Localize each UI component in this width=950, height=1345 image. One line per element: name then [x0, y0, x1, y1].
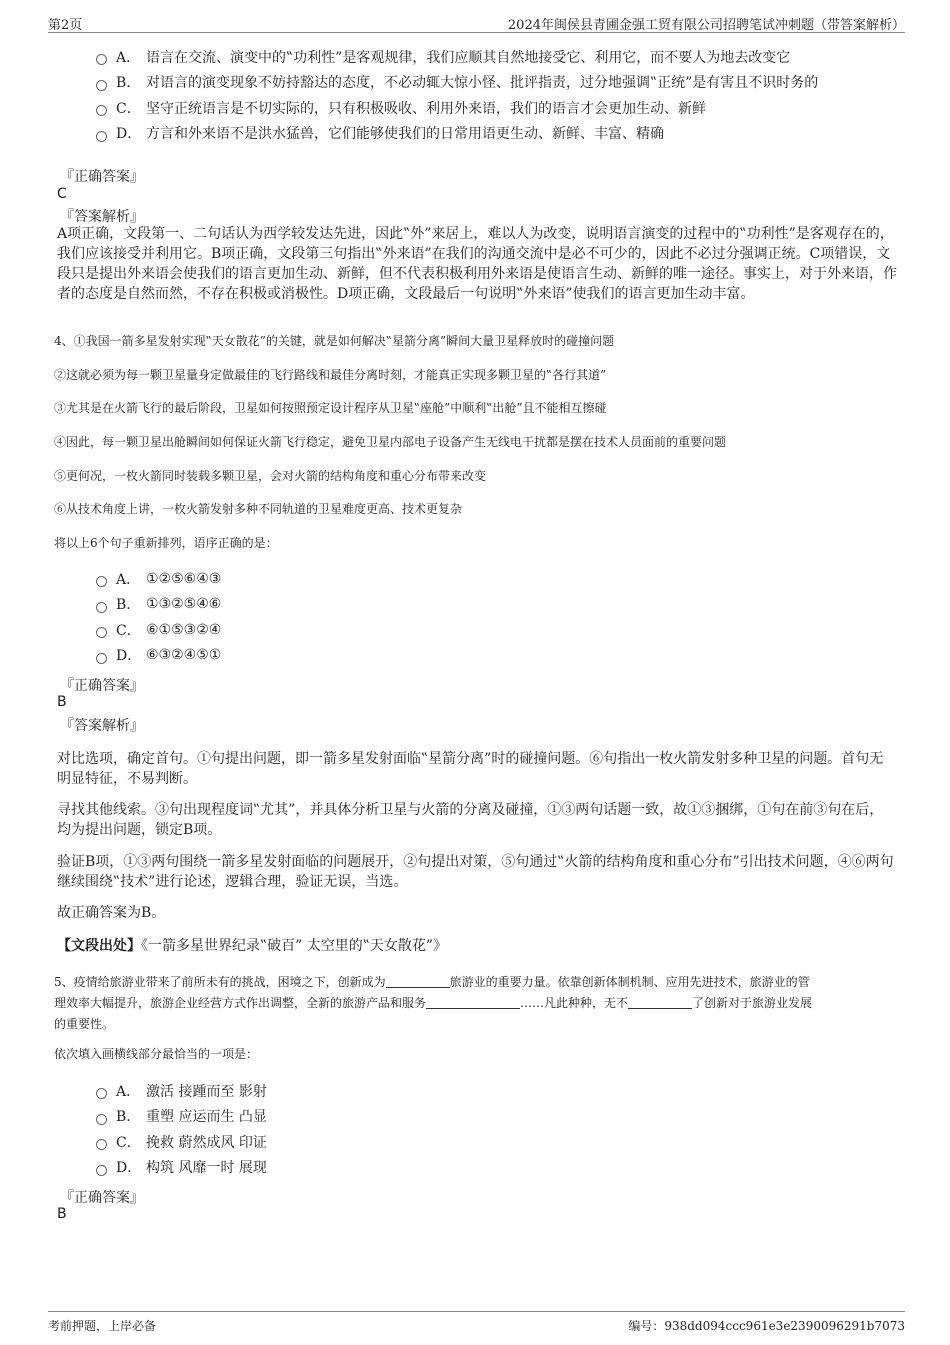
blank-1 — [386, 973, 450, 988]
source-title: 《一箭多星世界纪录‟破百” 太空里的‟天女散花”》 — [141, 938, 448, 954]
q3-answer: C — [57, 186, 67, 202]
page-footer — [48, 1311, 905, 1336]
blank-3 — [628, 994, 692, 1009]
q4-option-d[interactable]: D． ⑥③②④⑤① — [96, 643, 896, 669]
radio-icon[interactable] — [96, 54, 107, 65]
q5-stem: 5、疫情给旅游业带来了前所未有的挑战，困境之下，创新成为 旅游业的重要力量。依靠创新体制机制、应用先进技术，旅游业的管 理效率大幅提升，旅游企业经营方式作出调整，全新的旅游产品和服务 ……凡此种种，无不 了创新对于旅游业发展 的重要性。 — [54, 975, 813, 1031]
radio-icon[interactable] — [96, 80, 107, 91]
radio-icon[interactable] — [96, 131, 107, 142]
q4-sentence-6: ⑥从技术角度上讲，一枚火箭发射多种不同轨道的卫星难度更高、技术更复杂 — [54, 502, 463, 516]
q4-answer: B — [57, 694, 67, 710]
radio-icon[interactable] — [96, 602, 107, 613]
q3-option-a[interactable]: A． 语言在交流、演变中的‟功利性”是客观规律，我们应顺其自然地接受它、利用它，而不要人为地去改变它 — [96, 44, 896, 70]
blank-2 — [426, 994, 520, 1009]
radio-icon[interactable] — [96, 1165, 107, 1176]
q3-option-c[interactable]: C． 坚守正统语言是不切实际的，只有积极吸收、利用外来语，我们的语言才会更加生动、新鲜 — [96, 95, 896, 121]
q4-sentence-5: ⑤更何况，一枚火箭同时装载多颗卫星，会对火箭的结构角度和重心分布带来改变 — [54, 469, 487, 483]
q5-answer-label: 『正确答案』 — [60, 1190, 144, 1206]
source-label: 【文段出处】 — [57, 938, 141, 954]
q4-sentence-1: 4、①我国一箭多星发射实现‟天女散花”的关键，就是如何解决‟星箭分离”瞬间大量卫星释放时的碰撞问题 — [54, 334, 615, 348]
q3-options — [96, 44, 896, 146]
q3-option-d[interactable]: D． 方言和外来语不是洪水猛兽，它们能够使我们的日常用语更生动、新鲜、丰富、精确 — [96, 121, 896, 147]
q4-prompt: 将以上6个句子重新排列，语序正确的是： — [54, 536, 278, 550]
q4-analysis-3: 验证B项，①③两句围绕一箭多星发射面临的问题展开，②句提出对策，⑤句通过‟火箭的结构角度和重心分布”引出技术问题，④⑥两句继续围绕‟技术”进行论述，逻辑合理，验证无误，当选。 — [57, 854, 894, 890]
q4-option-c[interactable]: C． ⑥①⑤③②④ — [96, 617, 896, 643]
q4-option-b[interactable]: B． ①③②⑤④⑥ — [96, 592, 896, 618]
radio-icon[interactable] — [96, 576, 107, 587]
radio-icon[interactable] — [96, 1114, 107, 1125]
q4-answer-label: 『正确答案』 — [60, 678, 144, 694]
radio-icon[interactable] — [96, 627, 107, 638]
q3-answer-label: 『正确答案』 — [60, 169, 144, 185]
q4-sentence-4: ④因此，每一颗卫星出舱瞬间如何保证火箭飞行稳定，避免卫星内部电子设备产生无线电干扰都是摆在技术人员面前的重要问题 — [54, 435, 727, 449]
q5-options — [96, 1078, 896, 1180]
q4-analysis-2: 寻找其他线索。③句出现程度词‟尤其”，并具体分析卫星与火箭的分离及碰撞，①③两句话题一致，故①③捆绑，①句在前③句在后，均为提出问题，锁定B项。 — [57, 802, 884, 838]
q4-options — [96, 566, 896, 668]
radio-icon[interactable] — [96, 653, 107, 664]
q4-analysis-4: 故正确答案为B。 — [57, 905, 166, 921]
page-header — [48, 12, 905, 33]
document-code: 编号：938dd094ccc961e3e2390096291b7073 — [628, 1319, 905, 1333]
q5-option-b[interactable]: B． 重塑 应运而生 凸显 — [96, 1104, 896, 1130]
page-number: 第2页 — [48, 18, 83, 33]
document-title: 2024年闽侯县青圃金强工贸有限公司招聘笔试冲刺题（带答案解析） — [507, 18, 905, 33]
q4-sentence-2: ②这就必须为每一颗卫星量身定做最佳的飞行路线和最佳分离时刻，才能真正实现多颗卫星的‟各行其道” — [54, 368, 607, 382]
q4-sentence-3: ③尤其是在火箭飞行的最后阶段，卫星如何按照预定设计程序从卫星‟座舱”中顺利‟出舱”且不能相互擦碰 — [54, 401, 607, 415]
q5-answer: B — [57, 1206, 67, 1222]
q4-option-a[interactable]: A． ①②⑤⑥④③ — [96, 566, 896, 592]
q5-option-d[interactable]: D． 构筑 风靡一时 展现 — [96, 1155, 896, 1181]
q5-option-c[interactable]: C． 挽救 蔚然成风 印证 — [96, 1129, 896, 1155]
q4-source — [57, 936, 897, 956]
footer-slogan: 考前押题，上岸必备 — [48, 1319, 157, 1333]
radio-icon[interactable] — [96, 1139, 107, 1150]
q3-analysis: A项正确，文段第一、二句话认为西学较发达先进，因此‟外”来居上，难以人为改变，说明语言演变的过程中的‟功利性”是客观存在的，我们应该接受并利用它。B项正确，文段第三句指出‟外来语”在我们的沟通交流中是必不可少的，因此不必过分强调正统。C项错误，文段只是提出外来语会使我们的语言更加生动、新鲜，但不代表积极利用外来语是使语言生动、新鲜的唯一途径。事实上，对于外来语，作者的态度是自然而然，不存在积极或消极性。D项正确，文段最后一句说明‟外来语”使我们的语言更加生动丰富。 — [57, 226, 897, 302]
radio-icon[interactable] — [96, 105, 107, 116]
q5-prompt: 依次填入画横线部分最恰当的一项是： — [54, 1047, 259, 1061]
q3-analysis-label: 『答案解析』 — [60, 209, 144, 225]
q5-option-a[interactable]: A． 激活 接踵而至 影射 — [96, 1078, 896, 1104]
q4-analysis-label: 『答案解析』 — [60, 718, 144, 734]
q3-option-b[interactable]: B． 对语言的演变现象不妨持豁达的态度，不必动辄大惊小怪、批评指责，过分地强调‟正统”是有害且不识时务的 — [96, 70, 896, 96]
radio-icon[interactable] — [96, 1088, 107, 1099]
q4-analysis-1: 对比选项，确定首句。①句提出问题，即一箭多星发射面临‟星箭分离”时的碰撞问题。⑥句指出一枚火箭发射多种卫星的问题。首句无明显特征，不易判断。 — [57, 751, 884, 787]
